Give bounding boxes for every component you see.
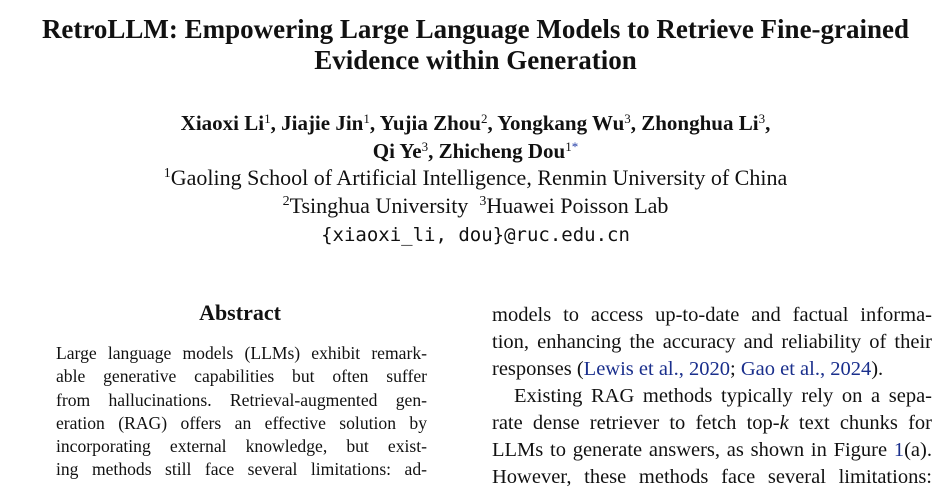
affiliation-2-3	[0, 192, 951, 220]
affiliations	[0, 164, 951, 220]
author-affil-sup: 2	[480, 111, 488, 126]
abstract-line: ing methods still face several limitations: ad-	[56, 459, 427, 480]
math-variable: k	[779, 412, 789, 434]
intro-text: LLMs to generate answers, as shown in Figure	[492, 439, 894, 461]
abstract-line: incorporating external knowledge, but exist-	[56, 436, 427, 457]
author-name: Jiajie Jin	[281, 111, 364, 135]
intro-text: responses (	[492, 358, 584, 380]
author-line-2	[0, 137, 951, 165]
affiliation-sup: 2	[282, 194, 290, 209]
intro-line: However, these methods face several limitations:	[492, 466, 932, 488]
figure-ref-link[interactable]: 1	[893, 439, 905, 461]
author-affil-sup-number: 1	[565, 139, 572, 154]
author-name: Yujia Zhou	[379, 111, 481, 135]
affiliation-text: Gaoling School of Artificial Intelligence, Renmin University of China	[170, 165, 788, 190]
author-name: Zhonghua Li	[641, 111, 759, 135]
citation-link-lewis[interactable]: Lewis et al., 2020	[583, 358, 730, 380]
abstract-line: eration (RAG) offers an effective solution by	[56, 412, 427, 433]
author-name: Xiaoxi Li	[180, 111, 265, 135]
intro-line	[492, 356, 932, 383]
intro-text: (a).	[904, 439, 932, 461]
author-sep: ,	[270, 111, 282, 135]
author-sep: ,	[428, 139, 439, 163]
author-name: Zhicheng Dou	[438, 139, 566, 163]
affiliation-1	[0, 164, 951, 192]
author-line-1	[0, 109, 951, 137]
affiliation-sup: 1	[163, 166, 171, 181]
abstract-line: from hallucinations. Retrieval-augmented gen-	[56, 389, 427, 410]
contact-email: {xiaoxi_li, dou}@ruc.edu.cn	[321, 224, 630, 246]
author-sep: ,	[487, 111, 498, 135]
author-sep: ,	[630, 111, 642, 135]
affiliation-sup: 3	[479, 194, 487, 209]
author-name: Yongkang Wu	[497, 111, 625, 135]
affiliation-text: Huawei Poisson Lab	[486, 193, 669, 218]
corresponding-author-star[interactable]: *	[571, 139, 579, 154]
author-affil-sup: 1	[363, 111, 370, 126]
abstract-heading: Abstract	[199, 300, 281, 325]
author-sep: ,	[369, 111, 380, 135]
intro-line	[492, 410, 932, 437]
intro-text: Existing RAG methods typically rely on a sepa-	[514, 385, 932, 407]
title-line-1: RetroLLM: Empowering Large Language Models to Retrieve Fine-grained	[41, 14, 910, 44]
author-affil-sup: 1	[264, 111, 271, 126]
author-name: Qi Ye	[372, 139, 422, 163]
intro-text: ;	[730, 358, 741, 380]
author-affil-sup: 3	[421, 139, 429, 154]
author-sep: ,	[765, 111, 771, 135]
citation-link-gao[interactable]: Gao et al., 2024	[740, 358, 872, 380]
intro-text: ).	[871, 358, 884, 380]
abstract-line: able generative capabilities but often suffer	[56, 366, 427, 387]
intro-line	[492, 383, 932, 410]
title-line-2: Evidence within Generation	[314, 45, 637, 75]
intro-text: rate dense retriever to fetch top-	[492, 412, 780, 434]
intro-line: models to access up-to-date and factual informa-	[492, 304, 932, 326]
abstract-line: Large language models (LLMs) exhibit remark-	[56, 343, 427, 363]
intro-text: text chunks for	[788, 412, 932, 434]
intro-line: tion, enhancing the accuracy and reliability of their	[492, 331, 932, 353]
intro-column	[492, 302, 932, 491]
author-affil-sup: 3	[758, 111, 766, 126]
author-list	[0, 109, 951, 165]
intro-line	[492, 437, 932, 464]
author-affil-sup	[565, 139, 578, 154]
paper-title	[0, 14, 951, 76]
abstract-body	[56, 342, 427, 482]
author-affil-sup: 3	[624, 111, 631, 126]
affiliation-text: Tsinghua University	[289, 193, 469, 218]
